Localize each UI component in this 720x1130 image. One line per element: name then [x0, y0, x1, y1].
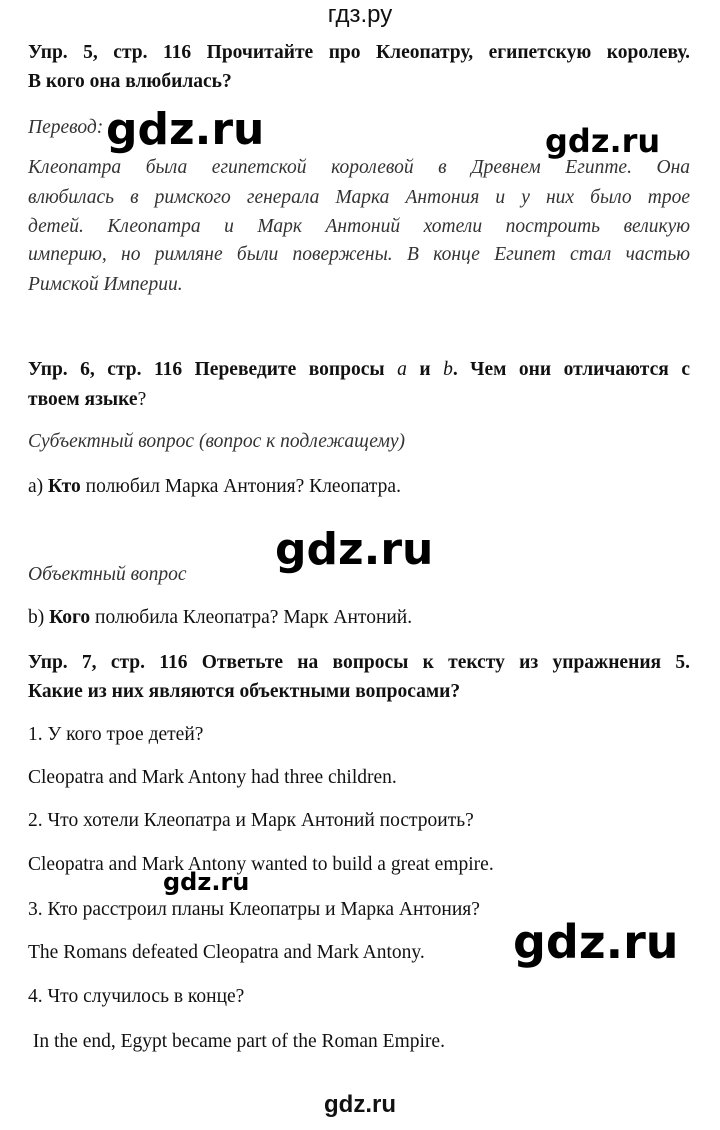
watermark-5: gdz.ru — [513, 915, 679, 969]
ex7-answer: In the end, Egypt became part of the Roman Empire. — [28, 1031, 445, 1052]
ex5-text-line: влюбилась в римского генерала Марка Антония и у них было трое — [28, 187, 690, 208]
ex6-title-part: . Чем они отличаются с — [452, 359, 690, 380]
ex6-answer-part: b) — [28, 607, 50, 628]
ex7-question: 2. Что хотели Клеопатра и Марк Антоний построить? — [28, 810, 474, 831]
ex6-title-line2 — [28, 385, 146, 414]
ex5-translation-label: Перевод: — [28, 117, 104, 138]
ex6-subject-label: Субъектный вопрос (вопрос к подлежащему) — [28, 431, 406, 452]
ex6-answer-part: полюбил Марка Антония? Клеопатра. — [80, 476, 401, 497]
watermark-3: gdz.ru — [275, 524, 434, 575]
ex6-title-part: Упр. 6, стр. 116 Переведите вопросы — [28, 359, 398, 380]
ex5-title-line2: В кого она влюбилась? — [28, 71, 232, 92]
ex6-title-part: a — [397, 359, 407, 380]
ex6-title-line1 — [28, 355, 690, 384]
site-header: гдз.ру — [327, 1, 393, 28]
ex5-text-line: империю, но римляне были повержены. В конце Египет стал частью — [28, 244, 690, 265]
ex7-answer: The Romans defeated Cleopatra and Mark Antony. — [28, 942, 425, 963]
watermark-4: gdz.ru — [163, 868, 250, 896]
ex6-answer-b — [28, 603, 412, 632]
ex7-question: 3. Кто расстроил планы Клеопатры и Марка Антония? — [28, 899, 480, 920]
ex7-question: 4. Что случилось в конце? — [28, 986, 245, 1007]
ex5-text-line: детей. Клеопатра и Марк Антоний хотели построить великую — [28, 216, 690, 237]
ex6-object-label: Объектный вопрос — [28, 564, 187, 585]
ex7-answer: Cleopatra and Mark Antony wanted to build a great empire. — [28, 854, 494, 875]
site-footer: gdz.ru — [324, 1091, 396, 1118]
ex5-title-line1: Упр. 5, стр. 116 Прочитайте про Клеопатру, египетскую королеву. — [28, 42, 690, 63]
ex7-question: 1. У кого трое детей? — [28, 724, 204, 745]
ex6-answer-part: Кого — [49, 607, 91, 628]
ex6-title-part: b — [443, 359, 453, 380]
ex7-title-line2: Какие из них являются объектными вопросами? — [28, 681, 461, 702]
ex5-text-line: Римской Империи. — [28, 274, 183, 295]
watermark-1: gdz.ru — [106, 104, 265, 155]
ex6-answer-part: Кто — [48, 476, 81, 497]
ex7-answer: Cleopatra and Mark Antony had three children. — [28, 767, 397, 788]
ex6-title-part: ? — [137, 389, 147, 410]
ex6-answer-a — [28, 472, 401, 501]
watermark-2: gdz.ru — [545, 122, 661, 160]
ex7-title-line1: Упр. 7, стр. 116 Ответьте на вопросы к тексту из упражнения 5. — [28, 652, 690, 673]
ex6-answer-part: a) — [28, 476, 49, 497]
ex6-title-part: твоем языке — [28, 389, 138, 410]
ex6-answer-part: полюбила Клеопатра? Марк Антоний. — [90, 607, 413, 628]
ex6-title-part: и — [406, 359, 444, 380]
ex5-text-line: Клеопатра была египетской королевой в Древнем Египте. Она — [28, 157, 690, 178]
